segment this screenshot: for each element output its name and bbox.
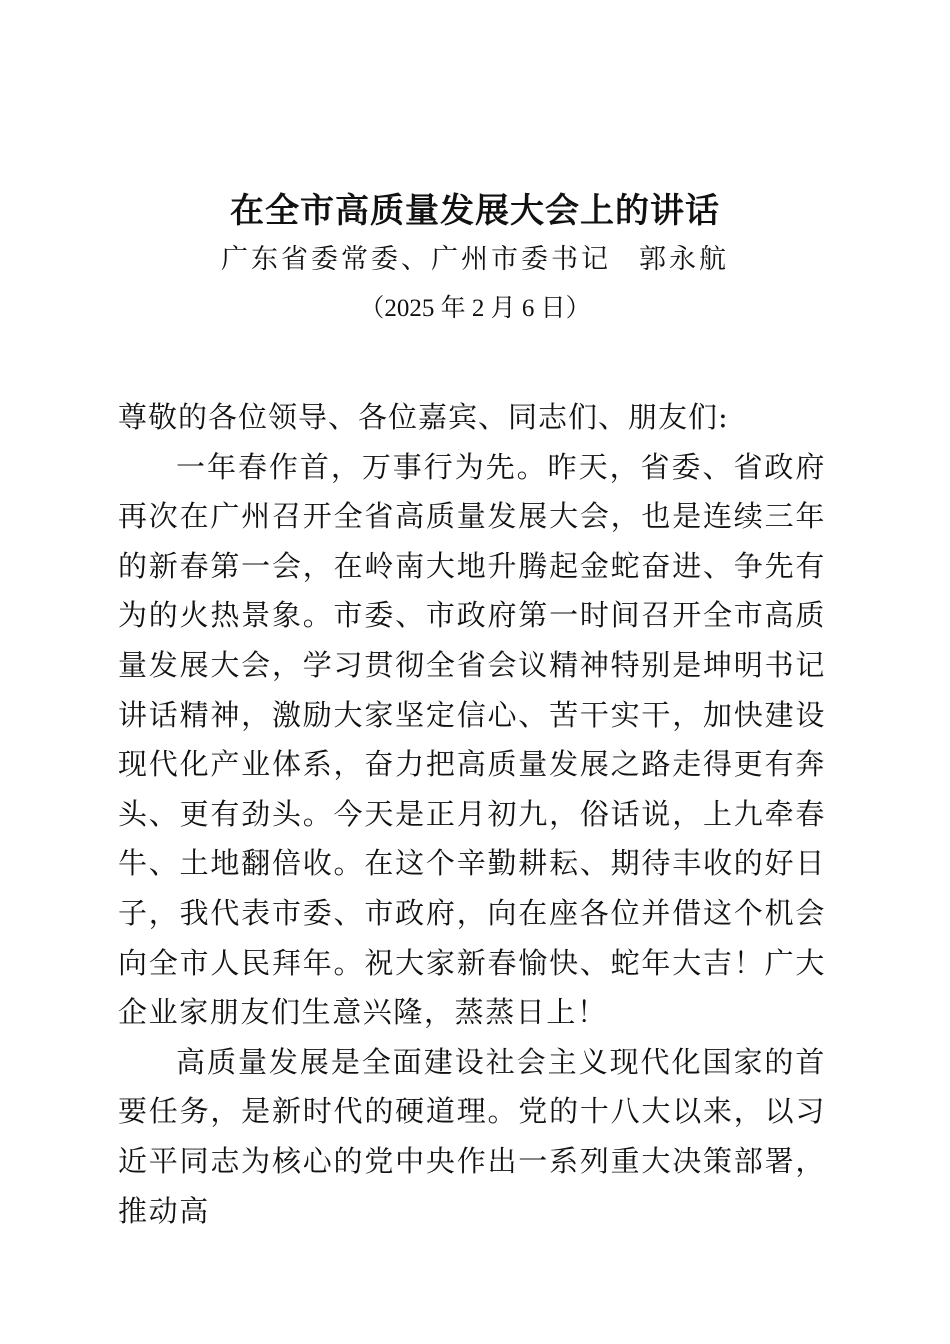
salutation: 尊敬的各位领导、各位嘉宾、同志们、朋友们: (118, 400, 729, 434)
speaker-line (0, 237, 950, 283)
speech-date: （2025 年 2 月 6 日） (359, 295, 591, 322)
speech-body (118, 393, 826, 1236)
speaker-name: 郭永航 (639, 244, 729, 275)
paragraph-2: 高质量发展是全面建设社会主义现代化国家的首要任务，是新时代的硬道理。党的十八大以来，以习近平同志为核心的党中央作出一系列重大决策部署，推动高 (118, 1044, 826, 1228)
paragraph-1: 一年春作首，万事行为先。昨天，省委、省政府再次在广州召开全省高质量发展大会，也是连续三年的新春第一会，在岭南大地升腾起金蛇奋进、争先有为的火热景象。市委、市政府第一时间召开全市高质量发展大会，学习贯彻全省会议精神特别是坤明书记讲话精神，激励大家坚定信心、苦干实干，加快建设现代化产业体系，奋力把高质量发展之路走得更有奔头、更有劲头。今天是正月初九，俗话说，上九牵春牛、土地翻倍收。在这个辛勤耕耘、期待丰收的好日子，我代表市委、市政府，向在座各位并借这个机会向全市人民拜年。祝大家新春愉快、蛇年大吉！广大企业家朋友们生意兴隆，蒸蒸日上！ (118, 449, 826, 1030)
document-header (0, 185, 950, 331)
speech-title: 在全市高质量发展大会上的讲话 (230, 191, 720, 231)
speaker-position: 广东省委常委、广州市委书记 (221, 244, 611, 275)
